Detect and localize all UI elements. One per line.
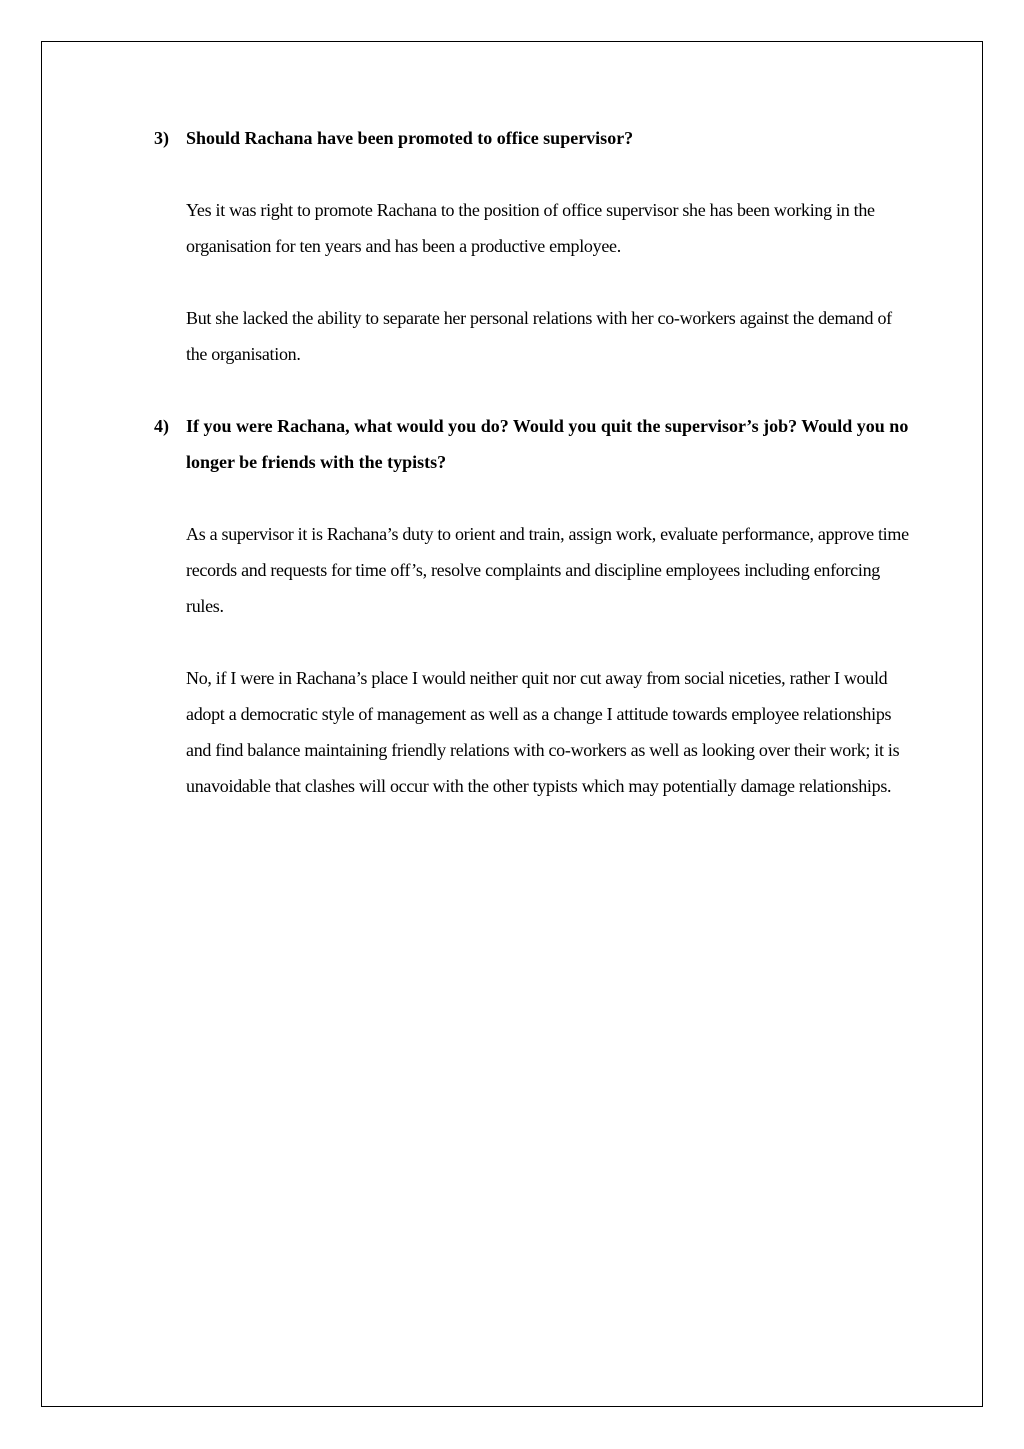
question-3	[154, 120, 914, 156]
answer-paragraph: As a supervisor it is Rachana’s duty to orient and train, assign work, evaluate performance, approve time records and requests for time off’s, resolve complaints and discipline employees including enforcing rules.	[186, 524, 909, 616]
answer-paragraph: Yes it was right to promote Rachana to the position of office supervisor she has been working in the organisation for ten years and has been a productive employee.	[186, 200, 875, 256]
question-text: If you were Rachana, what would you do? Would you quit the supervisor’s job? Would you no longer be friends with the typists?	[186, 416, 909, 472]
question-number: 3)	[154, 128, 169, 148]
question-text: Should Rachana have been promoted to office supervisor?	[186, 128, 634, 148]
answer-paragraph: But she lacked the ability to separate her personal relations with her co-workers against the demand of the organisation.	[186, 308, 892, 364]
answer-paragraph: No, if I were in Rachana’s place I would neither quit nor cut away from social niceties, rather I would adopt a democratic style of management as well as a change I attitude towards employee relationships and find balance maintaining friendly relations with co-workers as well as looking over their work; it is unavoidable that clashes will occur with the other typists which may potentially damage relationships.	[186, 668, 900, 796]
question-number: 4)	[154, 416, 169, 436]
question-4	[154, 408, 914, 480]
document-body	[154, 120, 914, 804]
